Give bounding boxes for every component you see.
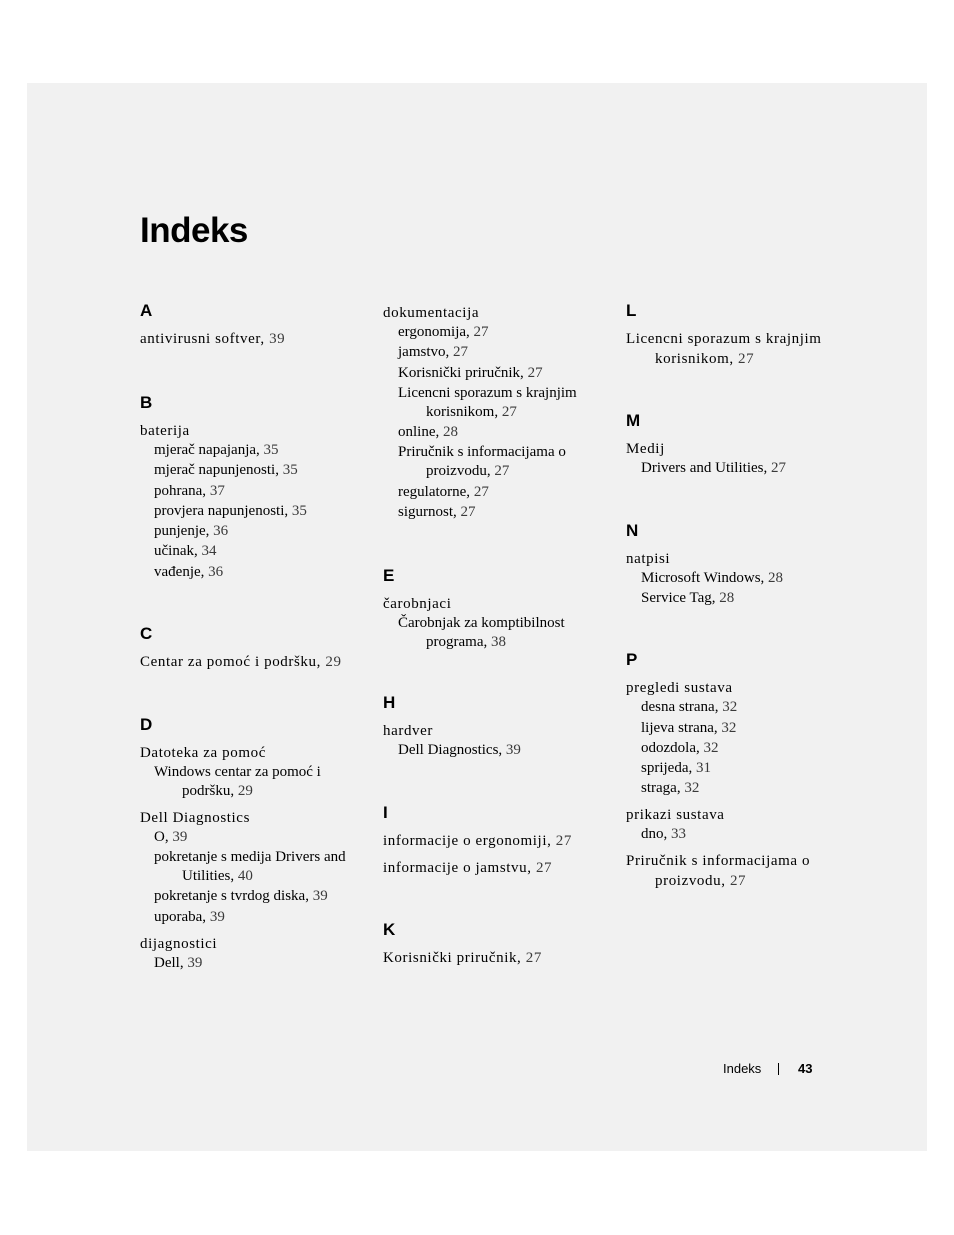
page-ref: 32 — [721, 719, 737, 736]
subterm-label: Licencni sporazum s krajnjim — [398, 384, 577, 401]
letter-heading-i: I — [383, 803, 388, 823]
page-ref: 27 — [453, 344, 468, 361]
index-term: pregledi sustava — [626, 680, 733, 697]
letter-heading-p: P — [626, 650, 638, 670]
page-ref: 32 — [722, 699, 738, 716]
page-ref: 28 — [719, 590, 735, 607]
letter-heading-h: H — [383, 693, 396, 713]
page-ref: 39 — [172, 828, 188, 845]
index-subterm — [140, 828, 372, 847]
index-column-2 — [383, 303, 615, 968]
index-term — [383, 948, 615, 968]
index-term: Datoteka za pomoć — [140, 744, 266, 761]
term-label: Licencni sporazum s krajnjim — [626, 331, 822, 347]
index-subterm — [383, 423, 615, 442]
page-ref: 27 — [501, 403, 517, 420]
page-ref: 38 — [490, 634, 506, 651]
page-ref: 39 — [269, 331, 286, 347]
index-subterm — [626, 825, 858, 844]
index-subterm — [140, 502, 372, 521]
page-ref: 27 — [738, 351, 755, 367]
subterm-label: pokretanje s tvrdog diska, — [154, 888, 309, 905]
subterm-label: lijeva strana, — [641, 719, 718, 736]
subterm-label: Dell Diagnostics, — [398, 742, 503, 759]
index-subterm — [383, 323, 615, 342]
footer-divider — [778, 1063, 779, 1075]
subterm-label: učinak, — [154, 543, 198, 560]
page-ref: 27 — [494, 463, 510, 480]
subterm-label: regulatorne, — [398, 483, 471, 500]
subterm-label: vađenje, — [154, 563, 205, 580]
index-subterm — [626, 759, 858, 778]
term-label: Centar za pomoć i podršku, — [140, 653, 321, 670]
subterm-label-cont: Utilities, — [182, 868, 235, 885]
index-subterm — [140, 563, 372, 582]
subterm-label: jamstvo, — [398, 344, 450, 361]
subterm-label-cont: korisnikom, — [426, 403, 499, 420]
page-ref: 28 — [443, 424, 458, 441]
index-term — [383, 831, 615, 851]
index-term: Medij — [626, 441, 665, 457]
page-ref: 28 — [768, 570, 784, 586]
subterm-label: sigurnost, — [398, 504, 457, 521]
page-ref: 39 — [209, 908, 225, 925]
page-ref: 27 — [527, 364, 543, 381]
letter-heading-e: E — [383, 566, 395, 586]
subterm-label: Drivers and Utilities, — [641, 460, 768, 476]
subterm-label: desna strana, — [641, 699, 719, 716]
page-ref: 35 — [282, 462, 298, 479]
index-subterm — [383, 483, 615, 502]
index-subterm — [626, 569, 858, 588]
index-subterm — [140, 542, 372, 561]
subterm-label: Windows centar za pomoć i — [154, 763, 321, 780]
subterm-label: straga, — [641, 780, 681, 797]
letter-heading-n: N — [626, 521, 639, 540]
subterm-label: uporaba, — [154, 908, 207, 925]
page-ref: 27 — [729, 873, 747, 890]
subterm-label: provjera napunjenosti, — [154, 502, 289, 519]
index-subterm — [626, 459, 858, 478]
page-number: 43 — [798, 1061, 813, 1076]
page-ref: 36 — [213, 523, 229, 540]
term-label: Priručnik s informacijama o — [626, 853, 811, 870]
subterm-label: odozdola, — [641, 739, 700, 756]
index-subterm — [140, 848, 372, 886]
index-term — [626, 329, 858, 369]
letter-heading-k: K — [383, 920, 396, 940]
page-ref: 29 — [237, 782, 253, 799]
letter-heading-d: D — [140, 714, 153, 734]
subterm-label: O, — [154, 828, 169, 845]
page-ref: 36 — [208, 563, 224, 580]
index-subterm — [383, 741, 615, 760]
page-ref: 27 — [473, 324, 489, 340]
letter-heading-l: L — [626, 301, 637, 320]
index-subterm — [626, 698, 858, 717]
page-ref: 27 — [770, 460, 786, 476]
term-label: informacije o jamstvu, — [383, 860, 532, 877]
letter-heading-m: M — [626, 411, 641, 430]
index-subterm — [140, 461, 372, 480]
letter-heading-b: B — [140, 393, 153, 412]
subterm-label: pokretanje s medija Drivers and — [154, 849, 346, 866]
index-subterm — [383, 364, 615, 383]
index-subterm — [383, 503, 615, 522]
index-term: hardver — [383, 723, 434, 740]
page-ref: 27 — [525, 950, 542, 967]
page-ref: 27 — [555, 833, 572, 850]
page-ref: 35 — [291, 502, 307, 519]
term-label: antivirusni softver, — [140, 331, 265, 347]
page-ref: 32 — [684, 780, 700, 797]
term-label-cont: proizvodu, — [655, 873, 726, 890]
index-term: prikazi sustava — [626, 807, 725, 824]
index-subterm — [140, 887, 372, 906]
index-subterm — [626, 739, 858, 758]
index-subterm — [383, 384, 615, 422]
letter-heading-a: A — [140, 301, 153, 320]
subterm-label: Čarobnjak za komptibilnost — [398, 615, 565, 632]
subterm-label: Priručnik s informacijama o — [398, 444, 566, 461]
subterm-label: mjerač napajanja, — [154, 442, 260, 458]
index-subterm — [140, 522, 372, 541]
index-term — [140, 652, 372, 672]
page-ref: 33 — [671, 826, 686, 843]
page-ref: 31 — [695, 760, 711, 777]
subterm-label: Microsoft Windows, — [641, 570, 765, 586]
index-subterm — [626, 719, 858, 738]
letter-heading-c: C — [140, 623, 153, 643]
index-term: čarobnjaci — [383, 596, 452, 613]
subterm-label: pohrana, — [154, 482, 207, 499]
index-term — [140, 329, 372, 349]
index-column-1 — [140, 301, 372, 973]
subterm-label-cont: podršku, — [182, 782, 235, 799]
index-term — [626, 851, 858, 891]
index-subterm — [626, 779, 858, 798]
index-subterm — [140, 908, 372, 927]
index-subterm — [626, 589, 858, 608]
page-ref: 40 — [237, 868, 253, 885]
page-ref: 29 — [325, 653, 342, 670]
subterm-label: punjenje, — [154, 523, 210, 540]
subterm-label: dno, — [641, 826, 668, 843]
subterm-label: Dell, — [154, 954, 184, 971]
index-term: baterija — [140, 423, 190, 439]
page-ref: 35 — [263, 442, 279, 458]
page-ref: 39 — [505, 742, 521, 759]
index-subterm — [140, 441, 372, 460]
page-ref: 27 — [460, 504, 476, 521]
subterm-label: ergonomija, — [398, 324, 470, 340]
subterm-label-cont: programa, — [426, 634, 488, 651]
page-ref: 34 — [201, 543, 217, 560]
page-ref: 37 — [209, 482, 225, 499]
subterm-label: Korisnički priručnik, — [398, 364, 524, 381]
index-subterm — [383, 343, 615, 362]
page-title: Indeks — [140, 211, 248, 250]
page-ref: 27 — [535, 860, 553, 877]
subterm-label: Service Tag, — [641, 590, 716, 607]
index-subterm — [383, 443, 615, 481]
index-term: Dell Diagnostics — [140, 809, 251, 826]
subterm-label-cont: proizvodu, — [426, 463, 491, 480]
index-subterm — [140, 763, 372, 801]
term-label-cont: korisnikom, — [655, 351, 734, 367]
term-label: informacije o ergonomiji, — [383, 833, 552, 850]
term-label: Korisnički priručnik, — [383, 950, 522, 967]
subterm-label: mjerač napunjenosti, — [154, 462, 279, 479]
index-subterm — [140, 482, 372, 501]
index-term: natpisi — [626, 551, 671, 567]
page-ref: 32 — [703, 739, 719, 756]
index-term: dokumentacija — [383, 305, 480, 321]
index-subterm — [383, 614, 615, 652]
subterm-label: online, — [398, 424, 440, 441]
page-ref: 39 — [312, 888, 328, 905]
page-ref: 39 — [187, 954, 203, 971]
index-column-3 — [626, 301, 858, 891]
page-footer — [723, 1061, 813, 1076]
index-term: dijagnostici — [140, 935, 218, 952]
page-ref: 27 — [473, 483, 489, 500]
index-page — [27, 83, 927, 1151]
footer-label: Indeks — [723, 1061, 762, 1076]
subterm-label: sprijeda, — [641, 760, 693, 777]
index-term — [383, 858, 615, 878]
index-subterm — [140, 954, 372, 973]
